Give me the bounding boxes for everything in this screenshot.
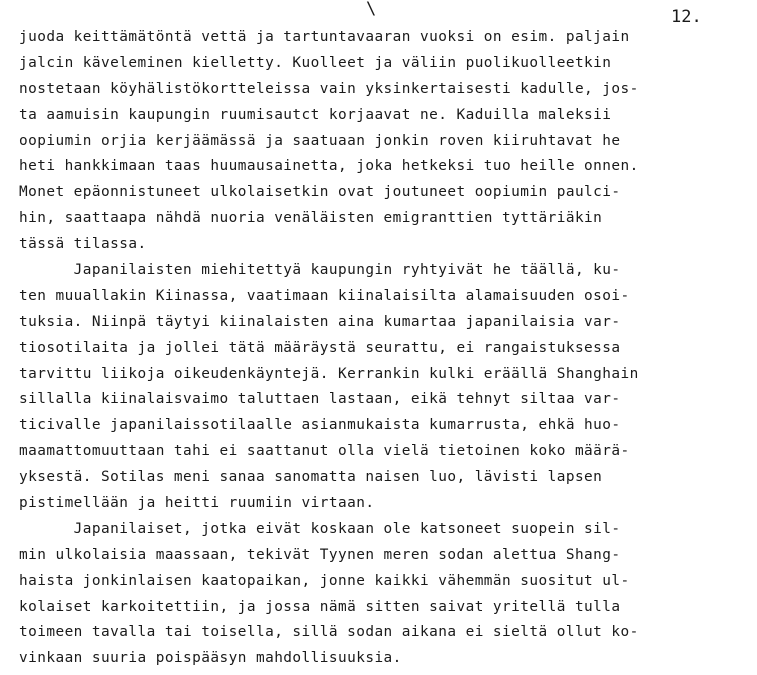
text-line: tarvittu liikoja oikeudenkäyntejä. Kerrankin kulki eräällä Shanghain <box>19 365 639 382</box>
text-line: maamattomuuttaan tahi ei saattanut olla vielä tietoinen koko määrä- <box>19 443 630 460</box>
text-line: yksestä. Sotilas meni sanaa sanomatta naisen luo, lävisti lapsen <box>19 469 603 486</box>
text-line: min ulkolaisia maassaan, tekivät Tyynen meren sodan alettua Shang- <box>19 546 621 563</box>
text-line: Japanilaiset, jotka eivät koskaan ole katsoneet suopein sil- <box>19 520 621 537</box>
page-number: 12. <box>671 7 702 27</box>
text-line: tiosotilaita ja jollei tätä määräystä seurattu, ei rangaistuksessa <box>19 339 621 356</box>
text-line: jalcin käveleminen kielletty. Kuolleet ja väliin puolikuolleetkin <box>19 54 612 71</box>
text-line: oopiumin orjia kerjäämässä ja saatuaan jonkin roven kiiruhtavat he <box>19 132 621 149</box>
text-line: ten muuallakin Kiinassa, vaatimaan kiinalaisilta alamaisuuden osoi- <box>19 287 630 304</box>
text-line: toimeen tavalla tai toisella, sillä sodan aikana ei sieltä ollut ko- <box>19 624 639 641</box>
text-line: nostetaan köyhälistökortteleissa vain yksinkertaisesti kadulle, jos- <box>19 80 639 97</box>
text-line: kolaiset karkoitettiin, ja jossa nämä sitten saivat yritellä tulla <box>19 598 621 615</box>
text-line: ticivalle japanilaissotilaalle asianmukaista kumarrusta, ehkä huo- <box>19 417 621 434</box>
text-line: tuksia. Niinpä täytyi kiinalaisten aina kumartaa japanilaisia var- <box>19 313 621 330</box>
body-text <box>19 25 749 672</box>
stray-mark: \ <box>366 0 377 19</box>
text-line: juoda keittämätöntä vettä ja tartuntavaaran vuoksi on esim. paljain <box>19 29 630 45</box>
text-line: hin, saattaapa nähdä nuoria venäläisten emigranttien tyttäriäkin <box>19 210 603 227</box>
text-line: vinkaan suuria poispääsyn mahdollisuuksia. <box>19 650 402 667</box>
text-line: haista jonkinlaisen kaatopaikan, jonne kaikki vähemmän suositut ul- <box>19 572 630 589</box>
text-line: tässä tilassa. <box>19 236 147 253</box>
text-line: Monet epäonnistuneet ulkolaisetkin ovat joutuneet oopiumin paulci- <box>19 184 621 201</box>
text-line: pistimellään ja heitti ruumiin virtaan. <box>19 495 375 512</box>
text-line: Japanilaisten miehitettyä kaupungin ryhtyivät he täällä, ku- <box>19 262 621 279</box>
text-line: ta aamuisin kaupungin ruumisautct korjaavat ne. Kaduilla maleksii <box>19 106 612 123</box>
text-line: heti hankkimaan taas huumausainetta, joka hetkeksi tuo heille onnen. <box>19 158 639 175</box>
text-line: sillalla kiinalaisvaimo taluttaen lastaan, eikä tehnyt siltaa var- <box>19 391 621 408</box>
